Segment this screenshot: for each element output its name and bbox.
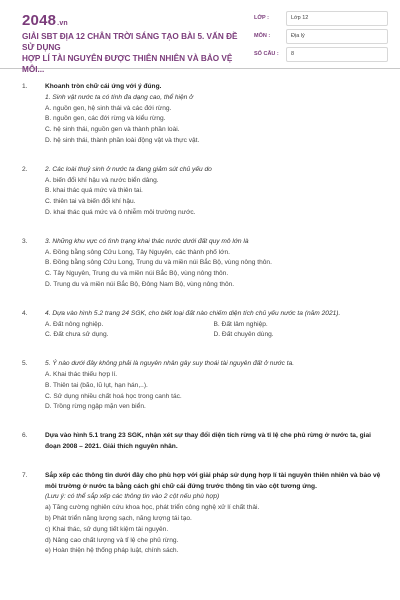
page-title: GIẢI SBT ĐỊA 12 CHÂN TRỜI SÁNG TẠO BÀI 5. VẤN ĐỀ SỬ DỤNG HỢP LÍ TÀI NGUYÊN ĐƯỢC THIÊN NHIÊN VÀ BẢO VỆ MÔI...: [22, 32, 238, 74]
meta-row-subject: MÔN : Địa lý: [254, 28, 388, 44]
list-item: a) Tăng cường nghiên cứu khoa học, phát triển công nghệ xử lí chất thải.: [45, 504, 260, 512]
option[interactable]: D. Trồng rừng ngập mặn ven biển.: [45, 403, 146, 411]
question-4: 4. 4. Dựa vào hình 5.2 trang 24 SGK, cho biết loại đất nào chiếm diện tích chủ yếu nước ta (năm 2021). A. Đất nông nghiệp. B. Đất lâm nghiệp. C. Đất chưa sử dụng. D. Đất chuyên dùng.: [22, 309, 382, 341]
meta-info: [254, 10, 388, 64]
list-item: b) Phát triển năng lượng sạch, năng lượng tái tạo.: [45, 514, 192, 522]
option[interactable]: A. Đất nông nghiệp.: [45, 320, 104, 328]
option[interactable]: B. Đồng bằng sông Cửu Long, Trung du và miền núi Bắc Bộ, vùng nông thôn.: [45, 259, 272, 267]
option[interactable]: A. Khai thác thiếu hợp lí.: [45, 370, 118, 378]
meta-row-class: LỚP : Lớp 12: [254, 10, 388, 26]
option[interactable]: A. biến đổi khí hậu và nước biển dâng.: [45, 176, 159, 184]
meta-row-count: SỐ CÂU : 8: [254, 46, 388, 62]
question-5: 5. 5. Ý nào dưới đây không phải là nguyên nhân gây suy thoái tài nguyên đất ở nước ta. A. Khai thác thiếu hợp lí. B. Thiên tai (bão, lũ lụt, hạn hán,..). C. Sử dụng nhiều chất hoá học trong canh tác. D. Trồng rừng ngập mặn ven biển.: [22, 359, 382, 413]
option[interactable]: B. nguồn gen, các đới rừng và kiểu rừng.: [45, 115, 166, 123]
question-6: 6. Dựa vào hình 5.1 trang 23 SGK, nhận xét sự thay đổi diện tích rừng và tỉ lệ che phủ rừng ở nước ta, giai đoạn 2008 – 2021. Giải thích nguyên nhân.: [22, 432, 371, 450]
option[interactable]: B. Đất lâm nghiệp.: [213, 320, 268, 328]
option[interactable]: C. hệ sinh thái, nguồn gen và thành phần loài.: [45, 126, 180, 134]
question-7: 7. Sắp xếp các thông tin dưới đây cho phù hợp với giải pháp sử dụng hợp lí tài nguyên thiên nhiên và bảo vệ môi trường ở nước ta bằng cách ghi chữ cái đứng trước thông tin vào cột tương ứng. (Lưu ý: có thể sắp xếp các thông tin vào 2 cột nếu phù hợp) a) Tăng cường nghiên cứu khoa học, phát triển công nghệ xử lí chất thải. b) Phát triển năng lượng sạch, năng lượng tái tạo. c) Khai thác, sử dụng tiết kiệm tài nguyên. d) Nâng cao chất lượng và tỉ lệ che phủ rừng. e) Hoàn thiện hệ thống pháp luật, chính sách.: [22, 471, 382, 557]
option[interactable]: C. Đất chưa sử dụng.: [45, 331, 109, 339]
list-item: d) Nâng cao chất lượng và tỉ lệ che phủ rừng.: [45, 536, 179, 544]
option[interactable]: D. Trung du và miền núi Bắc Bộ, Đông Nam Bộ, vùng nông thôn.: [45, 280, 235, 288]
option[interactable]: C. Sử dụng nhiều chất hoá học trong canh tác.: [45, 392, 182, 400]
option[interactable]: C. thiên tai và biến đổi khí hậu.: [45, 198, 136, 206]
question-1: 1. Khoanh tròn chữ cái ứng với ý đúng. 1. Sinh vật nước ta có tính đa dạng cao, thể hiện ở A. nguồn gen, hệ sinh thái và các đới rừng. B. nguồn gen, các đới rừng và kiểu rừng. C. hệ sinh thái, nguồn gen và thành phần loài. D. hệ sinh thái, thành phần loài động vật và thực vật.: [22, 82, 382, 147]
page-header: [0, 0, 400, 74]
question-list: [22, 82, 382, 575]
list-item: e) Hoàn thiện hệ thống pháp luật, chính sách.: [45, 547, 179, 555]
question-count-field: 8: [286, 47, 388, 62]
option[interactable]: A. Đồng bằng sông Cửu Long, Tây Nguyên, các thành phố lớn.: [45, 248, 230, 256]
subject-field: Địa lý: [286, 29, 388, 44]
question-3: 3. 3. Những khu vực có tình trạng khai thác nước dưới đất quy mô lớn là A. Đồng bằng sông Cửu Long, Tây Nguyên, các thành phố lớn. B. Đồng bằng sông Cửu Long, Trung du và miền núi Bắc Bộ, vùng nông thôn. C. Tây Nguyên, Trung du và miền núi Bắc Bộ, vùng nông thôn. D. Trung du và miền núi Bắc Bộ, Đông Nam Bộ, vùng nông thôn.: [22, 237, 382, 291]
question-2: 2. 2. Các loài thuỷ sinh ở nước ta đang giảm sút chủ yếu do A. biến đổi khí hậu và nước biển dâng. B. khai thác quá mức và thiên tai. C. thiên tai và biến đổi khí hậu. D. khai thác quá mức và ô nhiễm môi trường nước.: [22, 165, 382, 219]
option[interactable]: B. khai thác quá mức và thiên tai.: [45, 187, 143, 195]
option[interactable]: D. khai thác quá mức và ô nhiễm môi trường nước.: [45, 208, 196, 216]
class-field: Lớp 12: [286, 11, 388, 26]
list-item: c) Khai thác, sử dụng tiết kiệm tài nguyên.: [45, 525, 169, 533]
site-logo[interactable]: 2048.vn: [22, 12, 68, 29]
option[interactable]: B. Thiên tai (bão, lũ lụt, hạn hán,..).: [45, 381, 148, 389]
option[interactable]: A. nguồn gen, hệ sinh thái và các đới rừng.: [45, 104, 172, 112]
option[interactable]: D. Đất chuyên dùng.: [213, 331, 274, 339]
option[interactable]: D. hệ sinh thái, thành phần loài động vật và thực vật.: [45, 136, 200, 144]
option[interactable]: C. Tây Nguyên, Trung du và miền núi Bắc Bộ, vùng nông thôn.: [45, 270, 229, 278]
